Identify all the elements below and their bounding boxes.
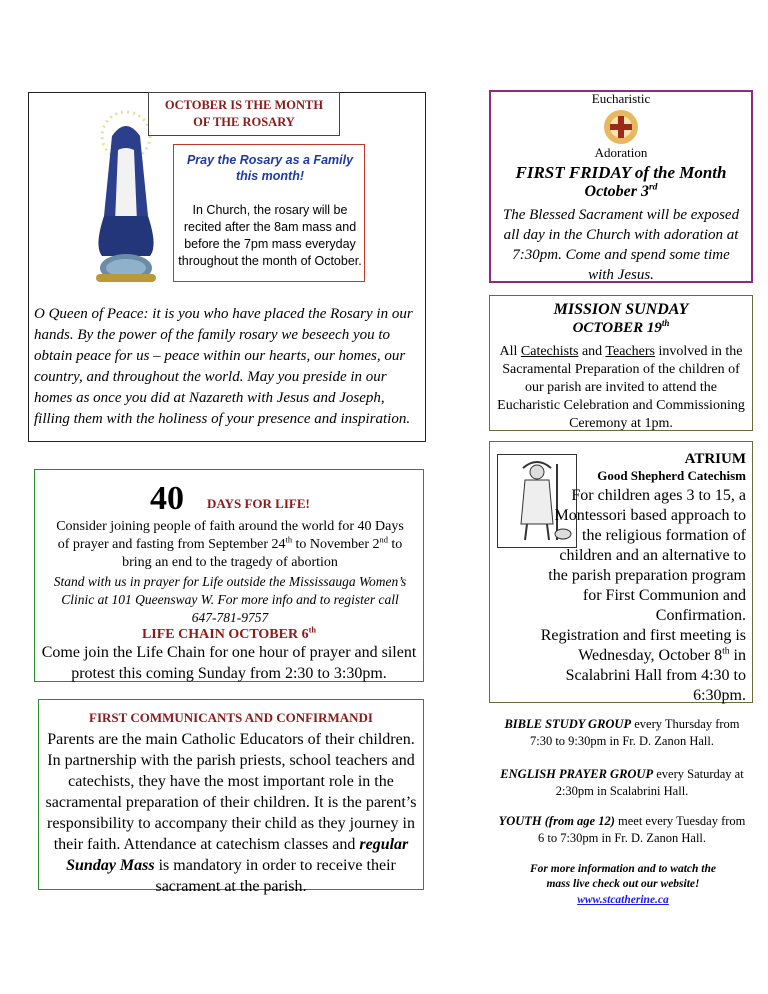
forty-days-stand-text: Stand with us in prayer for Life outside the Mississauga Women’s Clinic at 101 Queensway W. For more info and to register call 647-781-9757 bbox=[53, 574, 407, 625]
life-chain-title: LIFE CHAIN OCTOBER 6th bbox=[141, 625, 317, 642]
eucharistic-adoration-logo bbox=[574, 92, 668, 160]
atrium-registration: Registration and first meeting is Wednesday, October 8th in Scalabrini Hall from 4:30 to 6:30pm. bbox=[540, 627, 746, 704]
mission-sunday-title: MISSION SUNDAY bbox=[553, 301, 689, 318]
website-link[interactable]: www.stcatherine.ca bbox=[577, 894, 669, 906]
first-communicants-text: Parents are the main Catholic Educators of their children. In partnership with the parish priests, school teachers and catechists, they have the most important role in the sacramental preparation of their children. It is the parent’s responsibility to accompany their child as they journey in their faith. Attendance at catechism classes and regular Sunday Mass is mandatory in order to receive their sacrament at the parish. bbox=[45, 731, 417, 895]
life-chain-text: Come join the Life Chain for one hour of prayer and silent protest this coming Sunday from 2:30 to 3:30pm. bbox=[41, 644, 417, 682]
english-prayer-notice: ENGLISH PRAYER GROUP every Saturday at 2:30pm in Scalabrini Hall. bbox=[500, 767, 744, 798]
pray-rosary-text: Pray the Rosary as a Family this month! bbox=[186, 153, 354, 183]
forty-number: 40 bbox=[150, 480, 184, 517]
rosary-month-heading bbox=[148, 92, 340, 136]
first-communicants-title: FIRST COMMUNICANTS AND CONFIRMANDI bbox=[89, 710, 373, 725]
first-friday-title: FIRST FRIDAY of the Month bbox=[515, 163, 727, 182]
rosary-heading-line2: OF THE ROSARY bbox=[193, 115, 295, 129]
mission-sunday-text: All Catechists and Teachers involved in the Sacramental Preparation of the children of our parish are invited to attend the Eucharistic Celebration and Commissioning Ceremony at 1pm. bbox=[497, 344, 745, 431]
forty-days-text: Consider joining people of faith around the world for 40 Days of prayer and fasting from September 24th to November 2nd to bring an end to the tragedy of abortion bbox=[56, 519, 404, 570]
adoration-text: The Blessed Sacrament will be exposed all day in the Church with adoration at 7:30pm. Come and spend some time with Jesus. bbox=[502, 207, 740, 283]
rosary-heading-line1: OCTOBER IS THE MONTH bbox=[164, 98, 324, 112]
youth-notice: YOUTH (from age 12) meet every Tuesday from 6 to 7:30pm in Fr. D. Zanon Hall. bbox=[498, 814, 746, 845]
svg-text:Adoration: Adoration bbox=[594, 145, 648, 160]
more-info-text: For more information and to watch the mass live check out our website! bbox=[530, 863, 716, 890]
atrium-subtitle: Good Shepherd Catechism bbox=[597, 468, 746, 483]
website-link-wrap bbox=[520, 892, 726, 909]
first-friday-date: October 3rd bbox=[584, 181, 658, 200]
atrium-text bbox=[540, 486, 746, 706]
rosary-church-text: In Church, the rosary will be recited after the 8am mass and before the 7pm mass everyday throughout the month of October. bbox=[178, 203, 362, 268]
atrium-title: ATRIUM bbox=[684, 451, 746, 467]
mission-sunday-date: OCTOBER 19th bbox=[572, 318, 670, 336]
svg-text:Eucharistic: Eucharistic bbox=[591, 92, 651, 106]
forty-days-title: DAYS FOR LIFE! bbox=[207, 496, 310, 511]
atrium-description: For children ages 3 to 15, a Montessori based approach to the religious formation of children and an alternative to the parish preparation program for First Communion and Confirmation. bbox=[548, 487, 746, 624]
queen-of-peace-prayer: O Queen of Peace: it is you who have placed the Rosary in our hands. By the power of the family rosary we beseech you to obtain peace for us – peace within our hearts, our homes, our country, and throughout the world. May you preside in our homes as once you did at Nazareth with Jesus and Joseph, filling them with the holiness of your presence and inspiration. bbox=[34, 306, 413, 427]
bible-study-notice: BIBLE STUDY GROUP every Thursday from 7:30 to 9:30pm in Fr. D. Zanon Hall. bbox=[504, 717, 740, 748]
